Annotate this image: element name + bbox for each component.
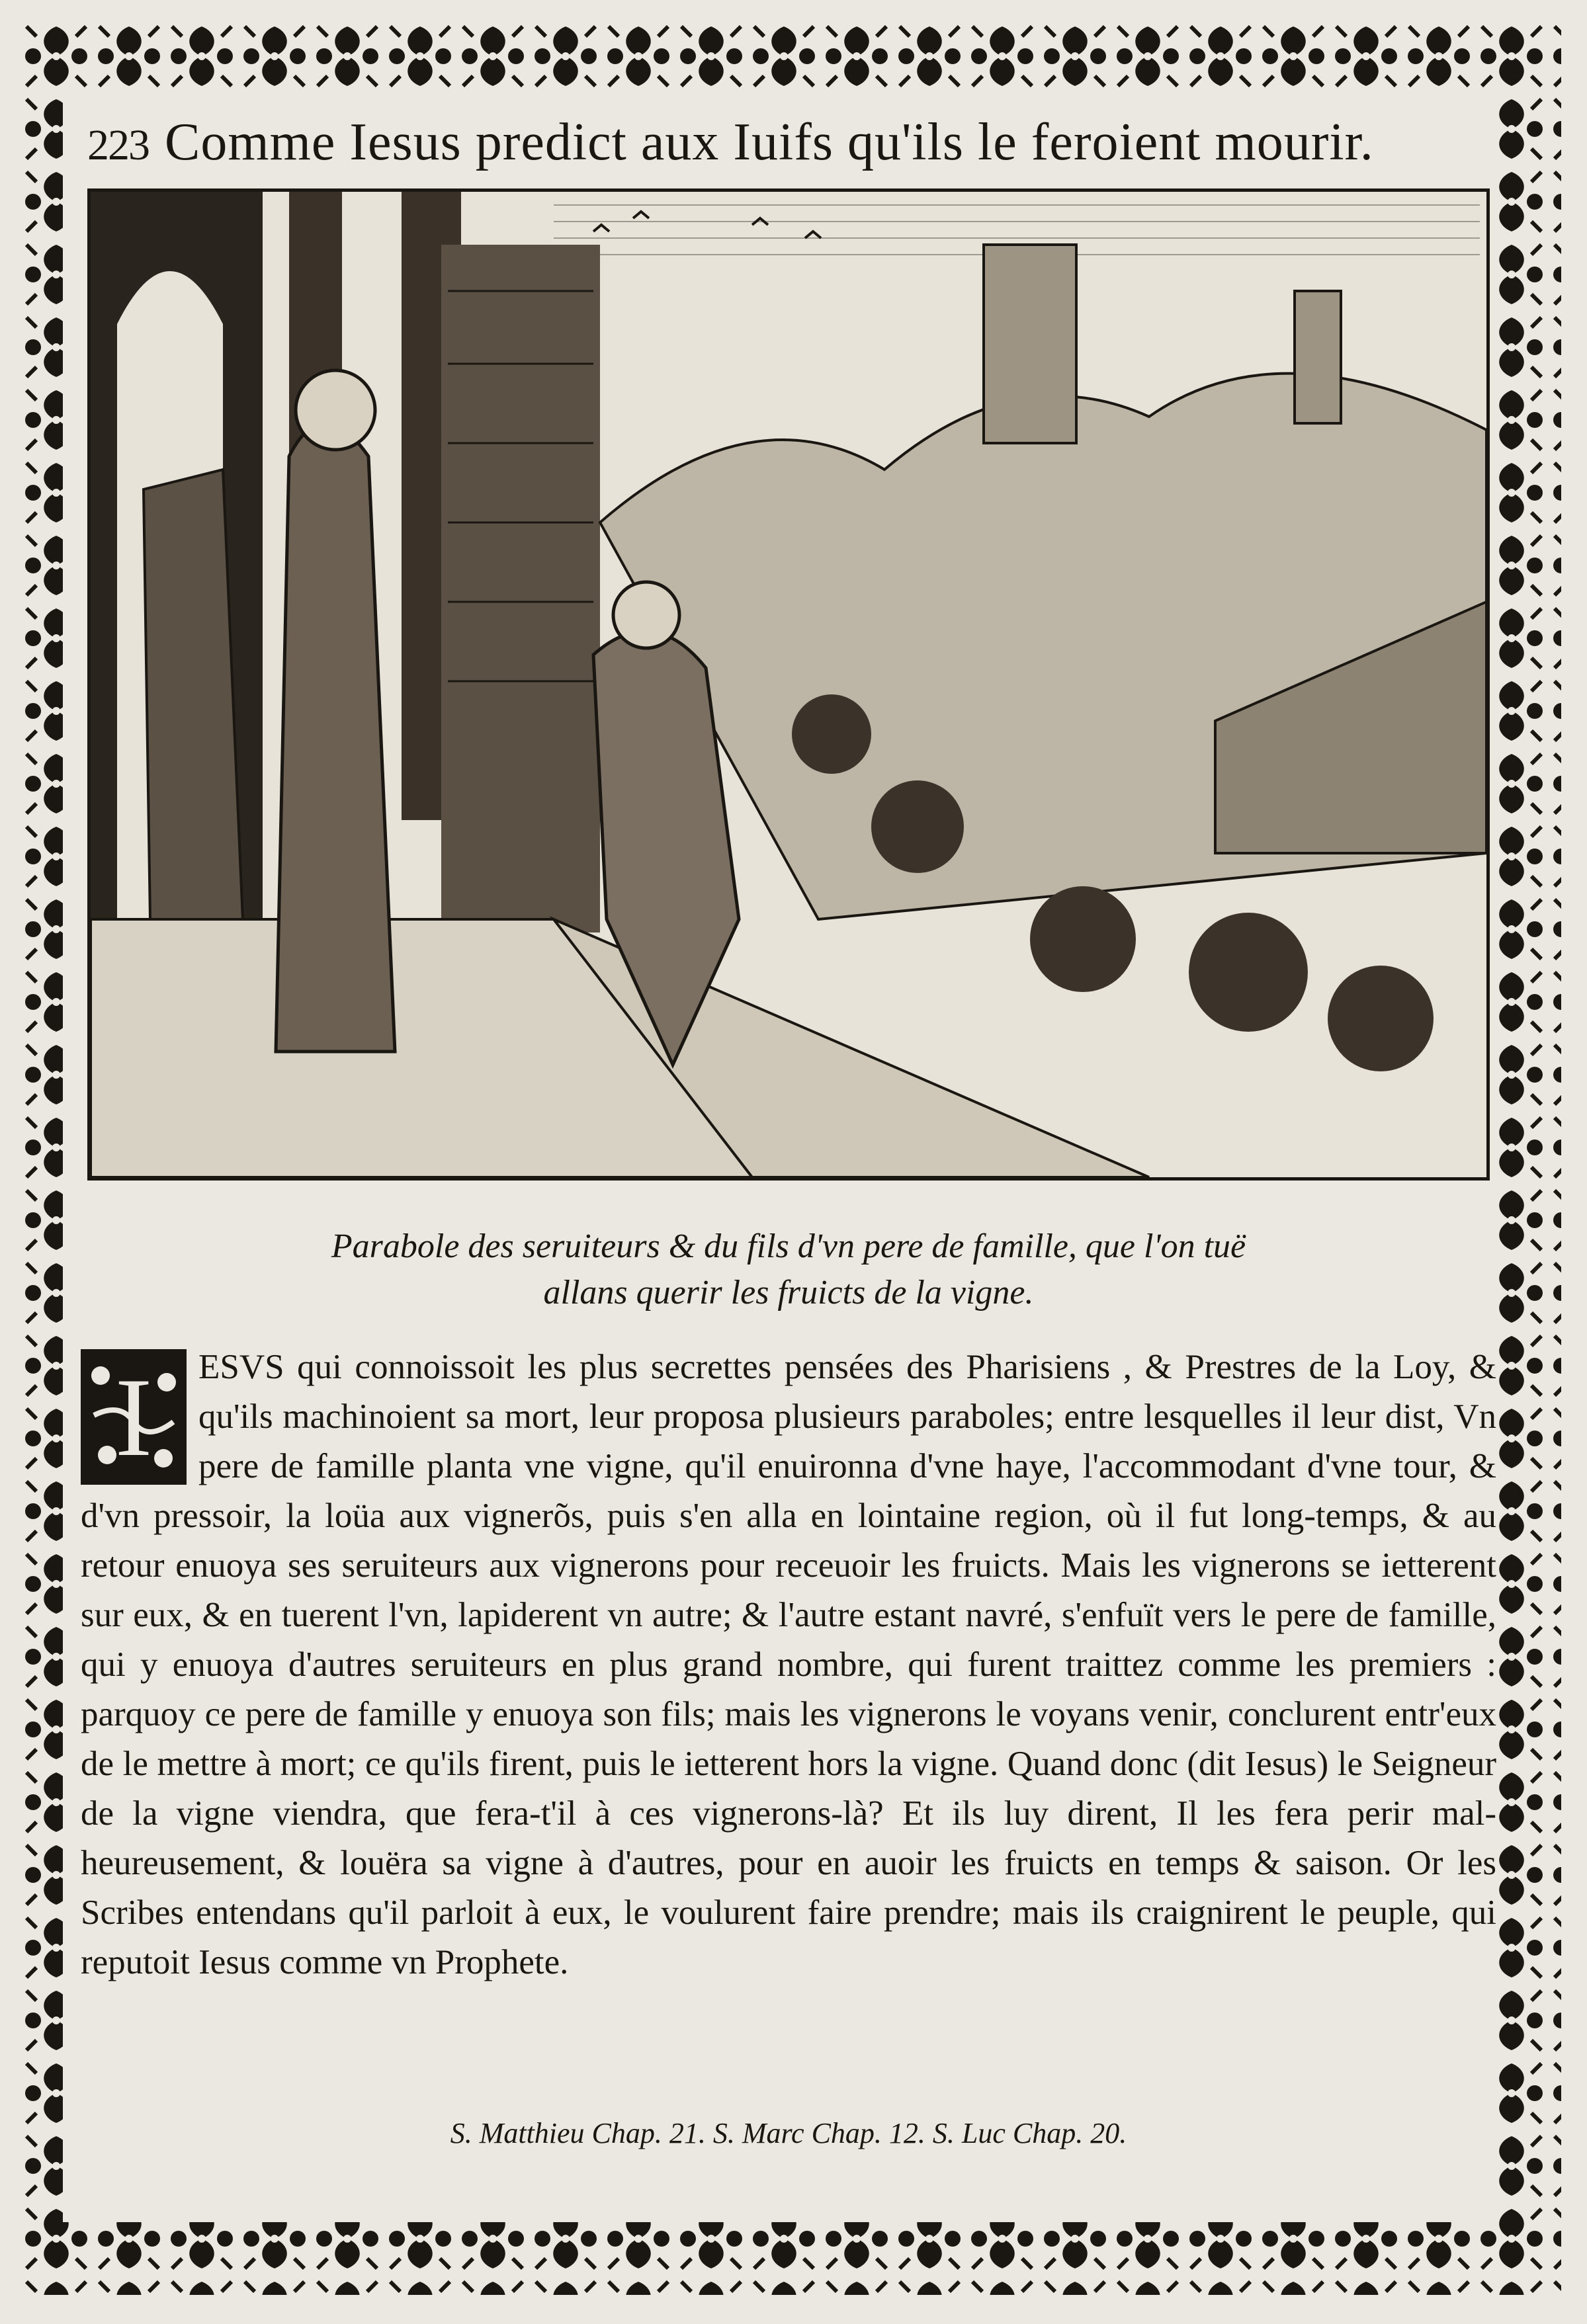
- page-header: [87, 112, 1510, 185]
- caption-line-2: allans querir les fruicts de la vigne.: [543, 1274, 1034, 1311]
- body-paragraph: ESVS qui connoissoit les plus secrettes pensées des Pharisiens , & Prestres de la Loy, & qu'ils machinoient sa mort, leur proposa plusieurs paraboles; entre lesquelles il leur dist, Vn pere de famille planta vne vigne, qu'il enuironna d'vne haye, l'accommodant d'vne tour, & d'vn pressoir, la loüa aux vignerõs, puis s'en alla en lointaine region, où il fut long-temps, & au retour enuoya ses seruiteurs aux vignerons pour receuoir les fruicts. Mais les vignerons se ietterent sur eux, & en tuerent l'vn, lapiderent vn autre; & l'autre estant navré, s'enfuït vers le pere de famille, qui y enuoya d'autres seruiteurs en plus grand nombre, qui furent traittez comme les premiers : parquoy ce pere de famille y enuoya son fils; mais les vignerons le voyans venir, conclurent entr'eux de le mettre à mort; ce qu'ils firent, puis le ietterent hors la vigne. Quand donc (dit Iesus) le Seigneur de la vigne viendra, que fera-t'il à ces vignerons-là? Et ils luy dirent, Il les fera perir mal-heureusement, & louëra sa vigne à d'autres, pour en auoir les fruicts en temps & saison. Or les Scribes entendans qu'il parloit à eux, le voulurent faire prendre; mais ils craignirent le peuple, qui reputoit Iesus comme vn Prophete.: [81, 1348, 1496, 1981]
- page-title: Comme Iesus predict aux Iuifs qu'ils le feroient mourir.: [165, 113, 1374, 171]
- dropcap-letter: I: [114, 1355, 153, 1479]
- page-number: 223: [87, 121, 149, 169]
- woodcut-illustration: [87, 188, 1490, 1181]
- woodcut-parable-icon: [91, 192, 1486, 1177]
- scripture-references: S. Matthieu Chap. 21. S. Marc Chap. 12. S. Luc Chap. 20.: [450, 2117, 1127, 2149]
- dropcap-ornament-icon: [81, 1349, 187, 1485]
- page-content: [61, 99, 1496, 2202]
- illustration-caption: [87, 1224, 1490, 1316]
- body-text: [81, 1343, 1496, 1987]
- caption-line-1: Parabole des seruiteurs & du fils d'vn pere de famille, que l'on tuë: [331, 1227, 1246, 1265]
